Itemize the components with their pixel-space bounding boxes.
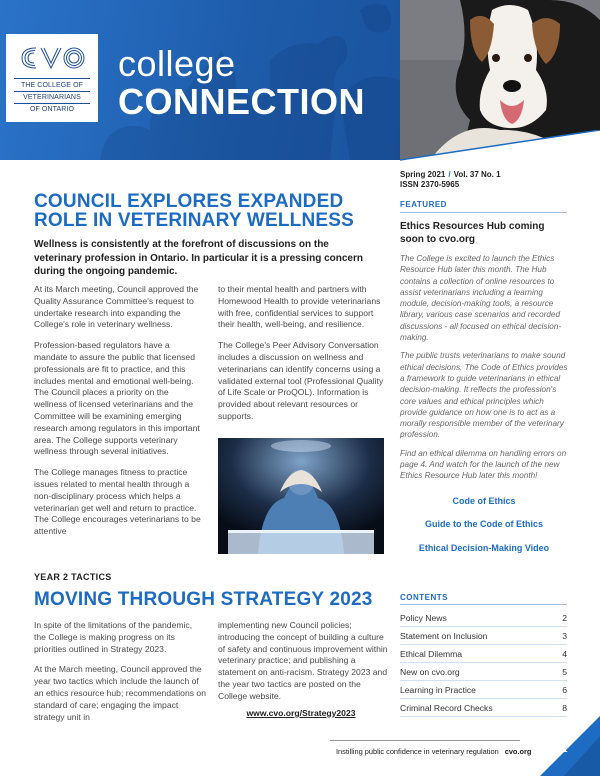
logo-text-line2: VETERINARIANS (23, 94, 81, 101)
cvo-logo-mark (16, 44, 88, 72)
article-paragraph: to their mental health and partners with Homewood Health to provide veterinarians with free, confidential services to support their health, well-being, and resilience. (218, 284, 381, 330)
toc-item-page: 4 (562, 648, 567, 659)
toc-item-page: 8 (562, 702, 567, 713)
toc-item-title: Ethical Dilemma (400, 648, 463, 659)
table-of-contents (400, 609, 567, 717)
strategy-paragraph: implementing new Council policies; introducing the concept of building a culture of safety and continuous improvement within veterinary practice; and publishing a statement on anti-racism. Strategy 2023 and the year two tactics are posted on the College website. (218, 620, 388, 701)
logo-text-line3: OF ONTARIO (29, 106, 75, 113)
toc-item-title: Criminal Record Checks (400, 702, 493, 713)
strategy-column-1 (34, 620, 206, 732)
toc-item[interactable] (400, 663, 567, 681)
toc-item-page: 2 (562, 612, 567, 623)
featured-paragraph: Find an ethical dilemma on handling errors on page 4. And watch for the launch of the new Ethics Resource Hub later this month! (400, 448, 567, 481)
toc-item[interactable] (400, 699, 567, 717)
footer-corner-graphic (520, 716, 600, 776)
issue-info (400, 170, 501, 190)
toc-item-title: Statement on Inclusion (400, 630, 488, 641)
strategy-column-2 (218, 620, 388, 712)
logo-divider (14, 91, 90, 92)
article-lede: Wellness is consistently at the forefront of discussions on the veterinary profession in Ontario. In particular it is a pressing concern during the ongoing pandemic. (34, 239, 363, 277)
contents-label: CONTENTS (400, 593, 448, 602)
toc-item-title: New on cvo.org (400, 666, 460, 677)
newsletter-title-light: college (118, 43, 236, 84)
newsletter-title-bold: CONNECTION (118, 81, 365, 122)
article-paragraph: The College's Peer Advisory Conversation includes a discussion on wellness and veterinarians can identify concerns using a validated external tool (Professional Quality of Life Scale or ProQOL). Information is provided about relevant resources or supports. (218, 340, 384, 421)
logo-divider (14, 103, 90, 104)
article-paragraph: The College manages fitness to practice issues related to mental health through a non-disciplinary process which helps a veterinarian get well and return to practice. The College encourages veterinarians to be attentive (34, 467, 201, 537)
article-headline-line1: COUNCIL EXPLORES EXPANDED (34, 191, 344, 212)
featured-label: FEATURED (400, 200, 447, 209)
issue-issn: ISSN 2370-5965 (400, 180, 460, 189)
toc-item-page: 6 (562, 684, 567, 695)
code-of-ethics-link[interactable]: Code of Ethics (452, 496, 516, 506)
strategy-kicker: YEAR 2 TACTICS (34, 572, 112, 582)
toc-item-title: Learning in Practice (400, 684, 476, 695)
footer-site: cvo.org (504, 747, 532, 756)
issue-volume: Vol. 37 No. 1 (453, 170, 501, 179)
page-number: 1 (563, 745, 568, 754)
guide-code-of-ethics-link[interactable]: Guide to the Code of Ethics (424, 519, 543, 529)
toc-item[interactable] (400, 645, 567, 663)
article-paragraph: At its March meeting, Council approved the Quality Assurance Committee's request to undertake research into expanding the College's role in veterinary wellness. (34, 284, 199, 330)
issue-season: Spring 2021 (400, 170, 446, 179)
header-diagonal-edge (0, 130, 600, 170)
footer-text (336, 747, 531, 756)
footer-tagline: Instilling public confidence in veterinary regulation (336, 747, 499, 756)
toc-item[interactable] (400, 681, 567, 699)
strategy-2023-link[interactable]: www.cvo.org/Strategy2023 (246, 708, 356, 718)
toc-item-title: Policy News (400, 612, 447, 623)
stressed-veterinarian-photo (218, 438, 384, 554)
strategy-paragraph: In spite of the limitations of the pandemic, the College is making progress on its priorities outlined in Strategy 2023. (34, 620, 193, 654)
article-column-2 (218, 284, 384, 432)
article-headline-line2: ROLE IN VETERINARY WELLNESS (34, 210, 354, 231)
footer-divider (330, 740, 520, 741)
cvo-logo (6, 34, 98, 122)
logo-text-line1: THE COLLEGE OF (20, 82, 84, 89)
strategy-paragraph: At the March meeting, Council approved the year two tactics which include the launch of an ethics resource hub; recommendations on standard of care; engaging the impact strategy unit in (34, 664, 206, 722)
toc-item-page: 3 (562, 630, 567, 641)
ethical-decision-video-link[interactable]: Ethical Decision-Making Video (418, 543, 550, 553)
logo-divider (14, 78, 90, 79)
featured-paragraph: The College is excited to launch the Ethics Resource Hub later this month. The Hub contains a collection of online resources to assist veterinarians including a learning module, decision-making tools, a resource library, various case scenarios and recorded discussions - all focused on ethical decision-making. (400, 254, 562, 343)
toc-item-page: 5 (562, 666, 567, 677)
featured-divider (400, 212, 567, 213)
featured-body (400, 253, 570, 489)
featured-paragraph: The public trusts veterinarians to make sound ethical decisions. The Code of Ethics provides a framework to guide veterinarians in ethical decision-making. It reflects the profession's core values and ethical principles which provide guidance on how one is to act as a morally responsible member of the veterinary profession. (400, 351, 568, 440)
contents-divider (400, 604, 567, 605)
article-paragraph: Profession-based regulators have a mandate to assure the public that licensed professionals are fit to practice, and this includes mental and emotional well-being. The Council places a priority on the wellness of licensed veterinarians and the Committee will be examining emerging research among regulators in this important area. The College supports veterinary wellness through several initiatives. (34, 340, 200, 457)
article-column-1 (34, 284, 204, 547)
strategy-headline: MOVING THROUGH STRATEGY 2023 (34, 589, 373, 610)
issue-separator: / (448, 170, 451, 179)
article-headline (34, 192, 374, 230)
featured-title: Ethics Resources Hub coming soon to cvo.org (400, 221, 545, 245)
toc-item[interactable] (400, 627, 567, 645)
toc-item[interactable] (400, 609, 567, 627)
